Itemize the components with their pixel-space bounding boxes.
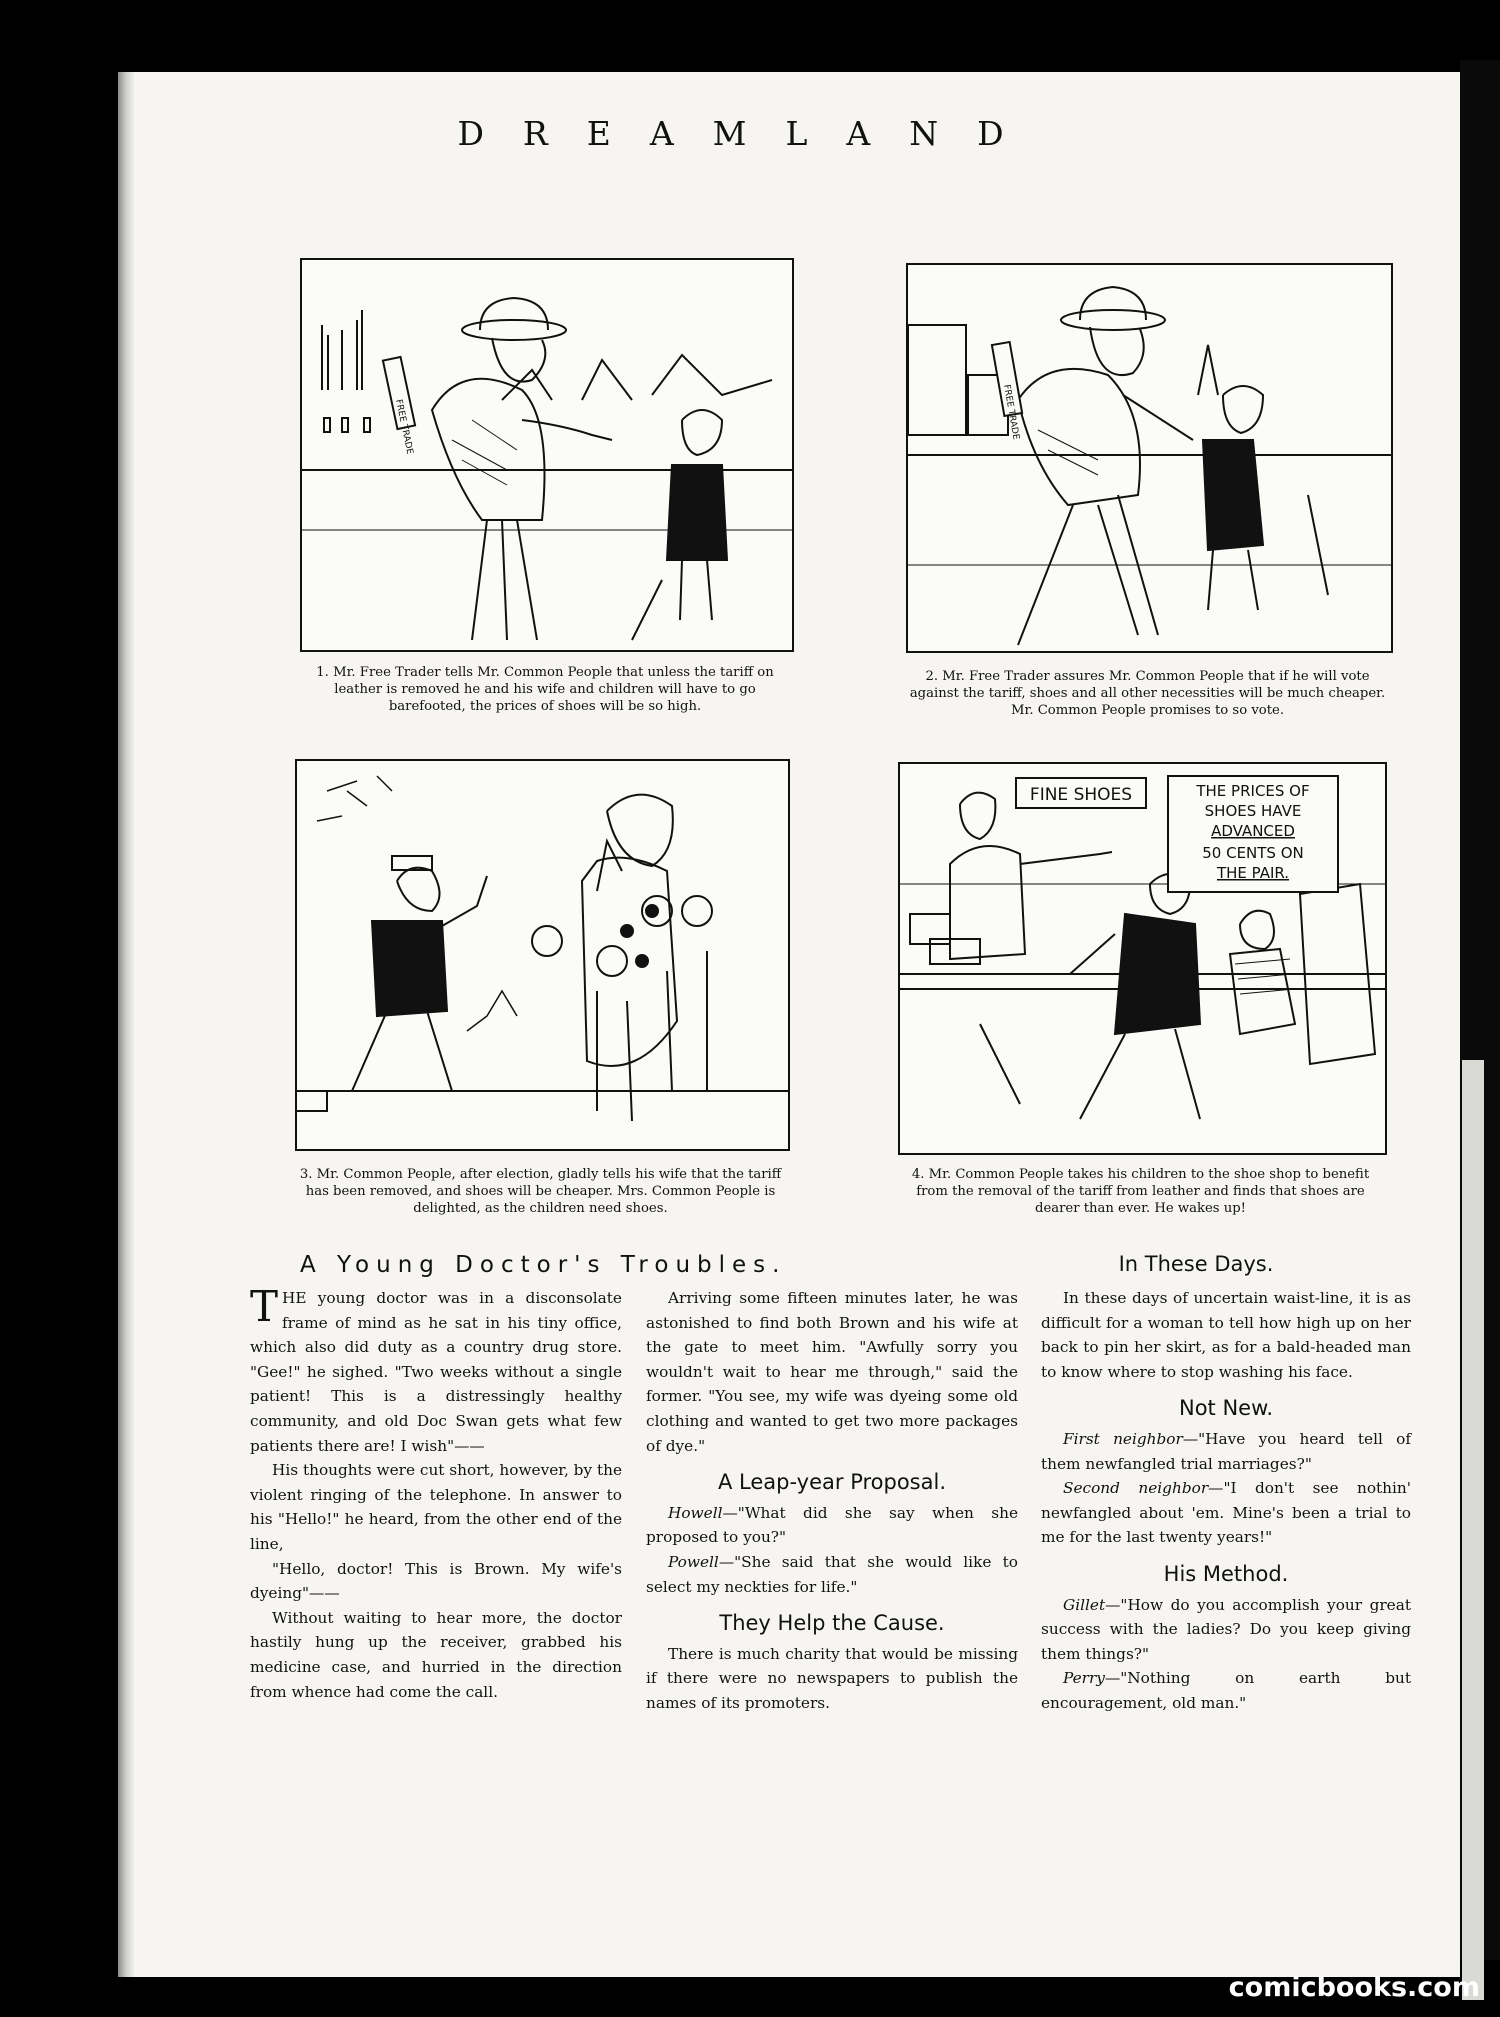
caption-panel-3: 3. Mr. Common People, after election, gladly tells his wife that the tariff has been removed, and shoes will be cheaper. Mrs. Common People is delighted, as the children need shoes. <box>299 1167 782 1216</box>
leapyear-title: A Leap-year Proposal. <box>717 1470 947 1495</box>
panel-4-sign-line-4: 50 CENTS ON <box>1202 844 1304 862</box>
panel-4-sign-fine-shoes: FINE SHOES <box>1029 785 1133 805</box>
caption-panel-2: 2. Mr. Free Trader assures Mr. Common People that if he will vote against the tariff, shoes and all other necessities will be much cheaper. Mr. Common People promises to so vote. <box>909 669 1386 718</box>
doctor-para-3: "Hello, doctor! This is Brown. My wife's dyeing"—— <box>250 1559 622 1603</box>
doctor-para-1: HE young doctor was in a disconsolate frame of mind as he sat in his tiny office, which also did duty as a country drug store. "Gee!" he sighed. "Two weeks without a single patient! This is a distressingly healthy community, and old Doc Swan gets what few patients there are! I wish"—— <box>250 1289 622 1455</box>
leapyear-line-1: —"What did she say when she proposed to you?" <box>646 1503 1018 1547</box>
comic-panel-1 <box>300 258 794 652</box>
middle-column <box>646 1286 1018 1716</box>
doctor-title: A Young Doctor's Troubles. <box>300 1252 787 1278</box>
doctor-para-5: Arriving some fifteen minutes later, he was astonished to find both Brown and his wife at the gate to meet him. "Awfully sorry you wouldn't wait to hear me through," said the former. "You see, my wife was dyeing some old clothing and wanted to get two more packages of dye." <box>646 1289 1018 1455</box>
notnew-line-1: —"Have you heard tell of them newfangled trial marriages?" <box>1041 1429 1412 1473</box>
comic-panel-2 <box>906 263 1393 653</box>
notnew-speaker-2: Second neighbor <box>1063 1479 1209 1498</box>
leapyear-speaker-2: Powell <box>668 1552 719 1571</box>
panel-2-drawing <box>908 265 1391 651</box>
notnew-line-2: —"I don't see nothin' newfangled about 'em. Mine's been a trial to me for the last twenty years!" <box>1041 1479 1411 1547</box>
doctor-dropcap: T <box>250 1282 279 1331</box>
comic-panel-3 <box>295 759 790 1151</box>
panel-4-sign-line-3: ADVANCED <box>1211 822 1295 840</box>
panel-1-drawing <box>302 260 792 650</box>
method-speaker-2: Perry <box>1063 1669 1105 1688</box>
caption-panel-4: 4. Mr. Common People takes his children to the shoe shop to benefit from the removal of the tariff from leather and finds that shoes are dearer than ever. He wakes up! <box>911 1167 1370 1216</box>
page-spine <box>118 72 134 1977</box>
doctor-para-2: His thoughts were cut short, however, by the violent ringing of the telephone. In answer to his "Hello!" he heard, from the other end of the line, <box>250 1461 623 1553</box>
panel-3-drawing <box>297 761 788 1149</box>
panel-1-sign: FREE TRADE <box>393 398 415 456</box>
cause-text: There is much charity that would be missing if there were no newspapers to publish the names of its promoters. <box>646 1644 1018 1712</box>
method-speaker-1: Gillet <box>1063 1595 1106 1614</box>
leapyear-line-2: —"She said that she would like to select my neckties for life." <box>646 1552 1018 1596</box>
notnew-speaker-1: First neighbor <box>1063 1429 1183 1448</box>
caption-panel-1: 1. Mr. Free Trader tells Mr. Common People that unless the tariff on leather is removed he and his wife and children will have to go barefooted, the prices of shoes will be so high. <box>316 665 774 714</box>
panel-2-sign: FREE TRADE <box>1001 383 1021 441</box>
comic-panel-4 <box>898 762 1387 1155</box>
notnew-title: Not New. <box>1178 1396 1274 1421</box>
watermark: comicbooks.com <box>1228 1972 1480 2003</box>
panel-4-sign-line-5: THE PAIR. <box>1216 864 1290 882</box>
days-title: In These Days. <box>1118 1252 1274 1276</box>
next-page-edge <box>1462 1060 1484 2000</box>
leapyear-speaker-1: Howell <box>668 1503 723 1522</box>
method-line-1: —"How do you accomplish your great success with the ladies? Do you keep giving them things?" <box>1041 1595 1411 1663</box>
panel-4-drawing <box>900 764 1385 1153</box>
cause-title: They Help the Cause. <box>719 1611 945 1636</box>
doctor-column-1 <box>250 1282 623 1704</box>
right-column <box>1041 1286 1411 1716</box>
panel-4-sign-line-2: SHOES HAVE <box>1204 802 1302 820</box>
days-text: In these days of uncertain waist-line, it is as difficult for a woman to tell how high up on her back to pin her skirt, as for a bald-headed man to know where to stop washing his face. <box>1041 1289 1411 1381</box>
doctor-para-4: Without waiting to hear more, the doctor hastily hung up the receiver, grabbed his medicine case, and hurried in the direction from whence had come the call. <box>250 1608 622 1701</box>
panel-4-sign-line-1: THE PRICES OF <box>1196 782 1310 800</box>
method-title: His Method. <box>1163 1561 1289 1586</box>
method-line-2: —"Nothing on earth but encouragement, old man." <box>1041 1669 1411 1712</box>
masthead: DREAMLAND <box>457 114 1043 153</box>
